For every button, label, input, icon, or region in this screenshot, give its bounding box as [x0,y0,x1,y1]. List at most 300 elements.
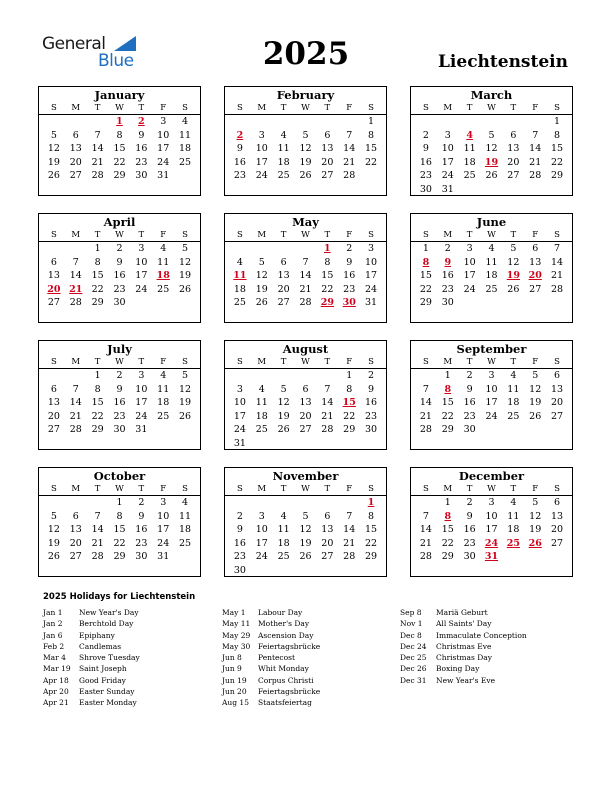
holiday-date: Apr 20 [43,687,69,697]
day-cell: 25 [233,297,246,308]
day-cell: 6 [50,383,57,395]
day-cell: 1 [94,370,101,381]
day-cell: 29 [551,170,564,181]
empty-day-cell [295,115,317,129]
day-cell: 20 [551,524,564,535]
weekday-header [411,356,572,369]
day-cell: 28 [343,170,356,181]
day-cell: 12 [299,143,312,154]
day-cell: 2 [116,243,123,254]
holiday-day-cell: 30 [342,297,356,308]
weekday-label: W [301,230,310,240]
empty-day-cell [229,115,251,129]
holiday-date: Dec 25 [400,653,427,663]
day-cell: 19 [179,270,192,281]
day-cell: 16 [463,524,476,535]
country-name: Liechtenstein [437,52,568,72]
day-cell: 25 [255,424,268,435]
holiday-row [400,607,527,618]
holiday-date: Feb 2 [43,641,65,651]
weekday-header [225,483,386,496]
day-cell: 8 [324,256,331,268]
day-cell: 29 [91,424,104,435]
day-grid [225,242,386,310]
weekday-label: S [423,103,429,113]
day-grid [411,242,572,310]
weekday-label: T [510,357,517,367]
day-cell: 17 [135,397,148,408]
holiday-date: Apr 18 [43,675,69,685]
day-cell: 3 [258,129,265,141]
day-cell: 6 [554,370,561,381]
empty-day-cell [65,115,87,129]
day-cell: 27 [507,170,520,181]
day-cell: 4 [488,243,495,254]
day-cell: 9 [138,129,145,141]
day-cell: 23 [441,283,454,295]
day-cell: 5 [302,510,309,522]
day-cell: 12 [529,510,542,522]
day-cell: 27 [47,297,60,308]
day-cell: 10 [365,256,378,268]
month-name: September [456,342,527,356]
month-april [38,213,201,323]
day-cell: 19 [299,156,312,168]
holiday-name: Immaculate Conception [436,630,527,640]
day-cell: 26 [47,551,60,562]
weekday-label: M [443,103,453,113]
day-cell: 23 [343,283,356,295]
day-grid [225,369,386,450]
empty-day-cell [229,242,251,256]
empty-day-cell [65,242,87,256]
holiday-row [400,675,527,686]
holiday-date: Jan 2 [43,619,63,629]
day-cell: 2 [466,370,473,381]
day-cell: 3 [368,243,375,254]
holiday-date: May 29 [222,630,251,640]
weekday-label: T [466,230,473,240]
weekday-label: F [346,230,353,240]
day-cell: 21 [343,156,356,168]
day-cell: 1 [422,243,429,254]
weekday-label: T [138,484,145,494]
day-cell: 17 [365,270,378,281]
day-cell: 30 [419,183,432,195]
day-cell: 9 [138,510,145,522]
day-cell: 3 [160,497,167,508]
day-cell: 25 [179,156,192,168]
day-cell: 6 [302,383,309,395]
day-cell: 30 [233,564,246,576]
day-cell: 12 [507,256,520,268]
empty-day-cell [459,115,481,129]
month-name: February [276,88,335,102]
day-cell: 5 [510,243,517,254]
holiday-day-cell: 1 [324,243,331,254]
day-cell: 23 [233,551,246,562]
empty-day-cell [273,115,295,129]
day-cell: 15 [321,270,334,281]
empty-day-cell [316,496,338,510]
empty-day-cell [415,115,437,129]
day-cell: 26 [47,170,60,181]
day-cell: 14 [91,524,104,535]
day-cell: 3 [160,116,167,127]
day-cell: 22 [91,283,104,295]
day-cell: 24 [135,410,148,422]
day-cell: 19 [529,524,542,535]
day-cell: 18 [463,156,476,168]
holiday-date: Apr 21 [43,698,69,708]
day-cell: 7 [346,510,353,522]
holiday-row [222,652,320,663]
holiday-name: Corpus Christi [258,675,314,685]
holiday-day-cell: 29 [320,297,334,308]
weekday-label: W [115,103,124,113]
day-cell: 22 [113,537,126,549]
empty-day-cell [65,369,87,383]
day-cell: 15 [365,143,378,154]
day-cell: 13 [507,143,520,154]
day-cell: 18 [157,397,170,408]
day-cell: 2 [368,370,375,381]
empty-day-cell [415,496,437,510]
holiday-row [43,641,140,652]
day-cell: 21 [419,537,432,549]
weekday-label: S [237,230,243,240]
weekday-label: T [466,357,473,367]
day-cell: 18 [277,156,290,168]
holiday-name: Shrove Tuesday [79,653,140,663]
weekday-label: W [487,357,496,367]
day-cell: 22 [113,156,126,168]
month-name: January [94,88,145,102]
empty-day-cell [229,496,251,510]
weekday-label: M [443,357,453,367]
day-cell: 2 [116,370,123,381]
day-cell: 26 [255,297,268,308]
empty-day-cell [251,115,273,129]
day-cell: 23 [365,410,378,422]
day-cell: 5 [488,129,495,141]
weekday-header [411,229,572,242]
empty-day-cell [251,496,273,510]
day-cell: 3 [258,510,265,522]
weekday-label: F [160,357,167,367]
empty-day-cell [43,115,65,129]
day-cell: 30 [135,551,148,562]
day-cell: 22 [321,283,334,295]
day-cell: 5 [532,497,539,508]
day-cell: 3 [488,370,495,381]
day-cell: 11 [277,143,290,154]
weekday-label: M [257,230,267,240]
holiday-row [400,652,527,663]
day-cell: 27 [551,537,564,549]
day-cell: 10 [255,524,268,535]
holiday-row [222,697,320,708]
day-cell: 12 [179,256,192,268]
day-cell: 23 [419,170,432,181]
weekday-label: W [301,357,310,367]
day-cell: 3 [444,129,451,141]
day-cell: 18 [507,524,520,535]
day-cell: 29 [113,170,126,181]
holiday-date: Sep 8 [400,608,422,617]
empty-day-cell [338,496,360,510]
holiday-day-cell: 8 [422,256,430,268]
day-cell: 2 [346,243,353,254]
day-cell: 10 [157,510,170,522]
day-cell: 13 [69,143,82,154]
day-cell: 14 [529,143,542,154]
day-cell: 24 [255,551,268,562]
weekday-label: S [182,230,188,240]
day-cell: 10 [233,397,246,408]
weekday-label: S [51,484,57,494]
holiday-row [43,686,140,697]
day-cell: 23 [463,410,476,422]
day-cell: 6 [50,256,57,268]
holiday-date: Dec 24 [400,641,427,651]
day-cell: 5 [50,510,57,522]
day-cell: 2 [236,510,243,522]
day-cell: 16 [463,397,476,408]
day-cell: 6 [510,129,517,141]
holiday-day-cell: 31 [484,551,499,562]
day-cell: 3 [466,243,473,254]
weekday-label: W [115,357,124,367]
day-cell: 9 [116,256,123,268]
day-cell: 7 [422,510,429,522]
day-cell: 7 [532,129,539,141]
day-cell: 8 [554,129,561,141]
weekday-label: S [368,230,374,240]
month-october [38,467,201,577]
day-cell: 17 [157,524,170,535]
empty-day-cell [415,369,437,383]
weekday-label: T [466,103,473,113]
weekday-label: S [554,103,560,113]
day-cell: 21 [91,156,104,168]
holiday-day-cell: 1 [367,497,375,508]
holiday-name: Feiertagsbrücke [258,687,321,697]
weekday-label: F [346,103,353,113]
day-cell: 3 [138,370,145,381]
day-cell: 16 [135,143,148,154]
month-name: April [103,215,136,229]
empty-day-cell [437,115,459,129]
day-cell: 21 [91,537,104,549]
day-grid [411,115,572,196]
empty-day-cell [87,496,109,510]
page-title-year: 2025 [262,36,350,72]
day-cell: 29 [441,424,454,435]
day-grid [225,115,386,183]
day-cell: 30 [113,297,126,308]
day-cell: 28 [551,283,564,295]
day-cell: 31 [233,437,246,449]
weekday-header [411,102,572,115]
day-grid [411,496,572,564]
day-cell: 31 [135,424,148,435]
day-cell: 16 [441,270,454,281]
holiday-name: All Saints' Day [436,619,492,629]
day-cell: 5 [182,243,189,254]
month-name: June [476,215,507,229]
day-cell: 7 [94,510,101,522]
day-cell: 12 [47,143,60,154]
day-cell: 25 [179,537,192,549]
day-cell: 17 [485,397,498,408]
day-cell: 17 [157,143,170,154]
day-cell: 27 [47,424,60,435]
day-cell: 20 [69,156,82,168]
empty-day-cell [251,369,273,383]
day-cell: 8 [346,383,353,395]
day-cell: 27 [277,297,290,308]
day-cell: 29 [343,424,356,435]
day-cell: 4 [160,370,167,381]
weekday-label: F [160,103,167,113]
day-cell: 20 [277,283,290,295]
day-cell: 6 [554,497,561,508]
holiday-date: Mar 19 [43,664,71,674]
empty-day-cell [251,242,273,256]
day-cell: 10 [255,143,268,154]
day-cell: 30 [135,170,148,181]
day-cell: 20 [321,156,334,168]
day-cell: 26 [179,283,192,295]
day-cell: 19 [47,156,60,168]
empty-day-cell [43,369,65,383]
day-cell: 27 [69,170,82,181]
day-cell: 13 [47,270,60,281]
day-cell: 28 [419,424,432,435]
weekday-label: S [51,230,57,240]
holiday-row [43,697,140,708]
day-cell: 18 [255,410,268,422]
weekday-label: T [94,484,101,494]
holiday-row [400,618,527,629]
empty-day-cell [338,115,360,129]
empty-day-cell [87,115,109,129]
weekday-label: S [554,357,560,367]
day-cell: 31 [441,183,454,195]
holiday-day-cell: 21 [69,283,83,295]
day-cell: 26 [277,424,290,435]
weekday-label: F [532,484,539,494]
day-cell: 30 [441,297,454,308]
day-cell: 4 [160,243,167,254]
day-cell: 9 [116,383,123,395]
day-cell: 15 [441,524,454,535]
day-cell: 9 [368,383,375,395]
month-november [224,467,387,577]
month-september [410,340,573,450]
day-cell: 4 [182,497,189,508]
holiday-date: Dec 26 [400,664,427,674]
day-cell: 21 [69,410,82,422]
day-cell: 11 [507,383,520,395]
day-cell: 13 [321,524,334,535]
empty-day-cell [295,242,317,256]
day-cell: 14 [343,524,356,535]
holiday-name: Berchtold Day [79,619,134,629]
holiday-row [43,675,140,686]
weekday-label: W [301,103,310,113]
weekday-label: M [443,484,453,494]
day-cell: 9 [466,510,473,522]
day-cell: 7 [422,383,429,395]
day-cell: 10 [463,256,476,268]
weekday-label: W [487,103,496,113]
holiday-name: Staatsfeiertag [258,698,312,708]
day-cell: 19 [277,410,290,422]
day-cell: 12 [277,397,290,408]
weekday-label: T [280,103,287,113]
day-cell: 9 [422,143,429,154]
weekday-header [225,102,386,115]
day-cell: 28 [91,551,104,562]
day-cell: 11 [255,397,268,408]
day-cell: 4 [510,370,517,381]
holiday-name: Boxing Day [436,664,480,674]
weekday-label: T [280,357,287,367]
day-cell: 13 [69,524,82,535]
holiday-day-cell: 19 [484,156,499,168]
day-cell: 9 [236,524,243,535]
weekday-label: T [324,484,331,494]
holiday-date: Mar 4 [43,653,66,663]
day-grid [411,369,572,437]
day-cell: 6 [280,256,287,268]
holiday-name: Christmas Day [436,653,492,663]
holiday-date: Jun 8 [222,653,242,663]
weekday-label: S [423,484,429,494]
day-cell: 22 [419,283,432,295]
day-cell: 23 [113,410,126,422]
holiday-date: Dec 8 [400,630,422,640]
day-cell: 10 [441,143,454,154]
weekday-label: T [466,484,473,494]
logo-general-text: General [42,34,106,54]
day-cell: 16 [135,524,148,535]
day-cell: 26 [299,170,312,181]
day-cell: 1 [368,116,375,127]
day-cell: 28 [69,424,82,435]
day-cell: 15 [551,143,564,154]
day-cell: 12 [485,143,498,154]
day-grid [39,369,200,437]
day-cell: 24 [135,283,148,295]
day-cell: 25 [157,410,170,422]
day-cell: 10 [485,383,498,395]
day-cell: 6 [72,129,79,141]
holiday-day-cell: 11 [233,270,247,281]
day-cell: 1 [444,370,451,381]
day-cell: 30 [113,424,126,435]
holiday-row [43,607,140,618]
day-cell: 14 [551,256,564,268]
day-cell: 4 [280,129,287,141]
weekday-label: M [71,230,81,240]
weekday-label: T [280,484,287,494]
holiday-day-cell: 1 [116,116,123,127]
day-cell: 19 [255,283,268,295]
day-cell: 13 [551,383,564,395]
